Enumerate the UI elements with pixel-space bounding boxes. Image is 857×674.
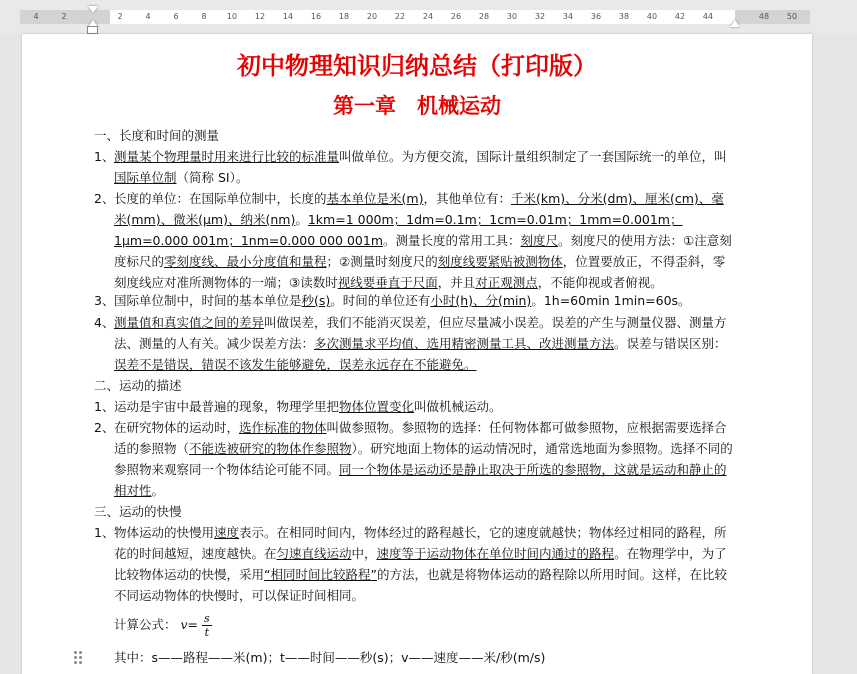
- underlined-text: 速度: [214, 525, 240, 540]
- text: 运动是宇宙中最普遍的现象，物理学里把: [114, 399, 340, 414]
- document-page[interactable]: [22, 34, 812, 674]
- speed-formula: [114, 612, 212, 639]
- underlined-text: “相同时间比较路程”: [264, 567, 377, 582]
- ruler-number: 12: [254, 12, 266, 21]
- paragraph: [94, 396, 736, 417]
- text: 。时间的单位还有: [330, 293, 431, 308]
- underlined-text: 刻度尺: [520, 233, 559, 248]
- ruler-number: 2: [61, 12, 67, 21]
- horizontal-ruler[interactable]: [0, 0, 857, 34]
- underlined-text: 不能选被研究的物体作参照物: [189, 441, 352, 456]
- paragraph: [94, 188, 736, 293]
- underlined-text: 1km=1 000m；1dm=0.1m；1cm=0.01m；1mm=0.001m；1μm=0.000 001m；1nm=0.000 000 001m: [114, 212, 683, 248]
- formula-numerator: s: [204, 612, 210, 625]
- document-title: 初中物理知识归纳总结（打印版）: [237, 51, 597, 80]
- ruler-number: 30: [506, 12, 518, 21]
- paragraph: [94, 290, 736, 311]
- text: 。误差与错误区别：: [614, 336, 727, 351]
- ruler-number: 40: [646, 12, 658, 21]
- formula-legend: 其中：s——路程——米(m)；t——时间——秒(s)；v——速度——米/秒(m/s): [114, 650, 546, 665]
- section-heading: 二、运动的描述: [94, 378, 182, 393]
- formula-denominator: t: [204, 626, 210, 639]
- text: 。: [151, 483, 165, 498]
- ruler-number: 16: [310, 12, 322, 21]
- underlined-text: 千米(km)、分米(dm)、厘米(cm)、毫米(mm)、微米(μm)、纳米(nm): [114, 191, 724, 227]
- ruler-number: 8: [201, 12, 207, 21]
- underlined-text: 小时(h)、分(min): [430, 293, 532, 308]
- underlined-text: 国际单位制: [114, 170, 177, 185]
- list-number: 2、: [94, 420, 115, 435]
- first-line-indent-marker[interactable]: [88, 6, 98, 13]
- ruler-number: 38: [618, 12, 630, 21]
- text: 物体运动的快慢用: [114, 525, 215, 540]
- ruler-right-margin: [735, 10, 810, 24]
- list-number: 1、: [94, 525, 115, 540]
- text: 中，: [351, 546, 377, 561]
- text: 。1h=60min 1min=60s。: [531, 293, 691, 308]
- formula-fraction: [202, 612, 212, 639]
- ruler-track: [20, 10, 810, 24]
- paragraph: [94, 312, 736, 375]
- section-heading: 三、运动的快慢: [94, 504, 182, 519]
- list-number: 1、: [94, 149, 115, 164]
- ruler-number: 32: [534, 12, 546, 21]
- text: ，位置要放正，不得歪斜，零刻度线应对准所测物体的一端；③读数时: [114, 254, 726, 290]
- formula-label: 计算公式：: [114, 617, 177, 632]
- text: 叫做参照物。参照物的选择：任何物体都可做参照物，应根据需要选择合适的参照物（: [114, 420, 727, 456]
- ruler-number: 4: [145, 12, 151, 21]
- text: 叫做机械运动。: [414, 399, 502, 414]
- text: ，其他单位有：: [423, 191, 511, 206]
- text: 国际单位制中，时间的基本单位是: [114, 293, 302, 308]
- text: 长度的单位：在国际单位制中，长度的: [114, 191, 327, 206]
- underlined-text: 刻度线要紧贴被测物体: [437, 254, 563, 269]
- ruler-number: 20: [366, 12, 378, 21]
- list-number: 4、: [94, 315, 115, 330]
- left-indent-marker[interactable]: [87, 26, 98, 34]
- formula-lhs: v=: [180, 617, 199, 632]
- list-number: 3、: [94, 293, 115, 308]
- ruler-number: 18: [338, 12, 350, 21]
- text: ，并且: [437, 275, 476, 290]
- ruler-number: 6: [173, 12, 179, 21]
- ruler-number: 24: [422, 12, 434, 21]
- text: 在研究物体的运动时，: [114, 420, 240, 435]
- underlined-text: 对正观测点: [475, 275, 538, 290]
- chapter-title: 第一章 机械运动: [333, 93, 501, 118]
- ruler-number: 22: [394, 12, 406, 21]
- underlined-text: 匀速直线运动: [276, 546, 352, 561]
- underlined-text: 测量值和真实值之间的差异: [114, 315, 265, 330]
- text: ，不能仰视或者俯视。: [537, 275, 663, 290]
- text: 叫做单位。为方便交流，国际计量组织制定了一套国际统一的单位，叫: [339, 149, 727, 164]
- underlined-text: 误差不是错误，错误不该发生能够避免，误差永远存在不能避免。: [114, 357, 477, 372]
- list-number: 1、: [94, 399, 115, 414]
- ruler-number: 36: [590, 12, 602, 21]
- text: （简称 SI）。: [176, 170, 249, 185]
- paragraph: [94, 146, 736, 188]
- ruler-number: 50: [786, 12, 798, 21]
- underlined-text: 物体位置变化: [339, 399, 415, 414]
- underlined-text: 测量某个物理量时用来进行比较的标准量: [114, 149, 340, 164]
- paragraph: [94, 417, 736, 501]
- drag-handle-icon[interactable]: [74, 651, 84, 667]
- underlined-text: 秒(s): [301, 293, 331, 308]
- paragraph: [94, 522, 736, 606]
- ruler-number: 10: [226, 12, 238, 21]
- ruler-number: 44: [702, 12, 714, 21]
- ruler-number: 2: [117, 12, 123, 21]
- underlined-text: 基本单位是米(m): [326, 191, 424, 206]
- section-heading: 一、长度和时间的测量: [94, 128, 220, 143]
- underlined-text: 零刻度线、最小分度值和量程: [164, 254, 327, 269]
- text: 。: [295, 212, 308, 227]
- right-indent-marker[interactable]: [730, 20, 740, 27]
- text: ）。研究地面上物体的运动情况时，通常选地面为参照物。选择不同的参照物来观察同一个物体结论可能不同。: [114, 441, 733, 477]
- ruler-number: 42: [674, 12, 686, 21]
- ruler-number: 26: [450, 12, 462, 21]
- ruler-number: 4: [33, 12, 39, 21]
- underlined-text: 视线要垂直于尺面: [337, 275, 438, 290]
- ruler-number: 28: [478, 12, 490, 21]
- underlined-text: 多次测量求平均值、选用精密测量工具、改进测量方法: [314, 336, 615, 351]
- underlined-text: 选作标准的物体: [239, 420, 327, 435]
- text: 表示。在相同时间内，物体经过的路程越长，它的速度就越快；物体经过相同的路程，所花的时间越短，速度越快。在: [114, 525, 727, 561]
- underlined-text: 同一个物体是运动还是静止取决于所选的参照物，这就是运动和静止的相对性: [114, 462, 727, 498]
- text: 。测量长度的常用工具：: [383, 233, 521, 248]
- text: 的方法，也就是将物体运动的路程除以所用时间。这样，在比较不同运动物体的快慢时，可以保证时间相同。: [114, 567, 727, 603]
- text: ；②测量时刻度尺的: [326, 254, 438, 269]
- ruler-number: 48: [758, 12, 770, 21]
- underlined-text: 速度等于运动物体在单位时间内通过的路程: [376, 546, 615, 561]
- text: 。在物理学中，为了比较物体运动的快慢，采用: [114, 546, 727, 582]
- text: 。刻度尺的使用方法：①注意刻度标尺的: [114, 233, 732, 269]
- list-number: 2、: [94, 191, 115, 206]
- text: 叫做误差，我们不能消灭误差，但应尽量减小误差。误差的产生与测量仪器、测量方法、测量的人有关。减少误差方法：: [114, 315, 727, 351]
- ruler-number: 14: [282, 12, 294, 21]
- ruler-number: 34: [562, 12, 574, 21]
